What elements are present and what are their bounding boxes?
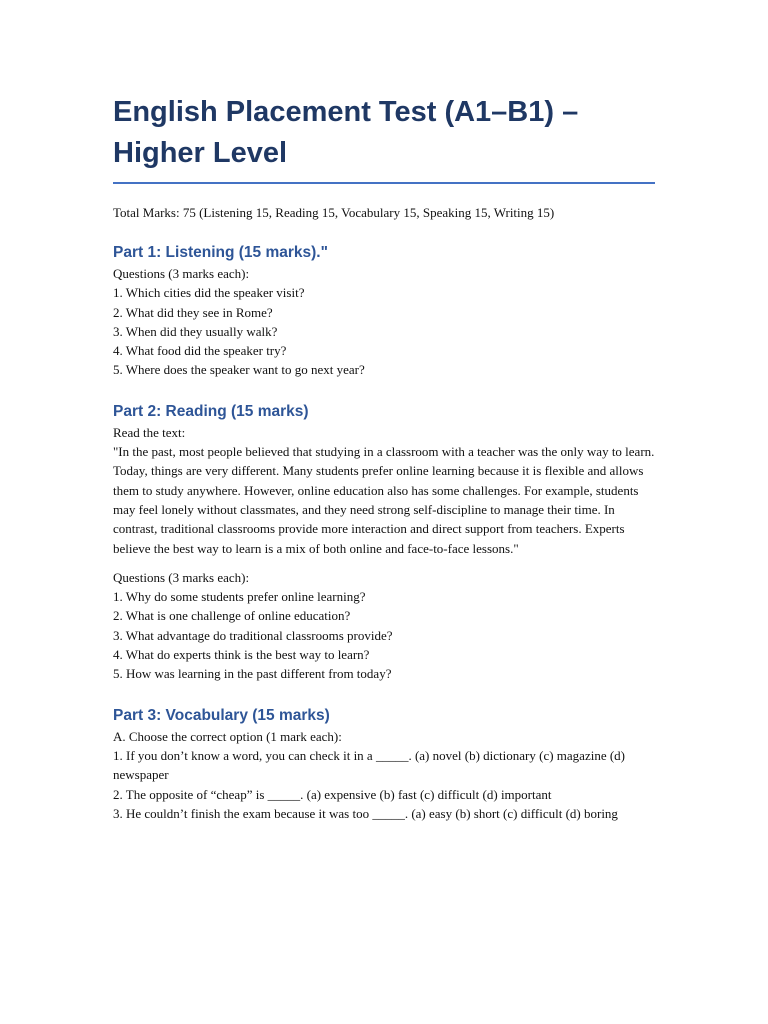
total-marks: Total Marks: 75 (Listening 15, Reading 15, Vocabulary 15, Speaking 15, Writing 15)	[113, 205, 555, 220]
part-2-line: 4. What do experts think is the best way to learn?	[113, 647, 370, 663]
part-1-line: 4. What food did the speaker try?	[113, 343, 287, 359]
part-1-line: 3. When did they usually walk?	[113, 323, 278, 339]
part-2-line: 5. How was learning in the past different from today?	[113, 666, 392, 682]
part-2-line: 1. Why do some students prefer online learning?	[113, 589, 366, 605]
part-1-line: 1. Which cities did the speaker visit?	[113, 285, 305, 301]
part-2-line: 2. What is one challenge of online education?	[113, 608, 351, 624]
part-2-line: 3. What advantage do traditional classrooms provide?	[113, 627, 393, 643]
part-1-line: 5. Where does the speaker want to go next year?	[113, 362, 365, 378]
document-title: English Placement Test (A1–B1) – Higher Level	[113, 92, 655, 184]
part-2-intro: Read the text:	[113, 424, 186, 440]
part-1-line: Questions (3 marks each):	[113, 266, 250, 281]
part-3-vocabulary	[113, 705, 658, 823]
part-2-heading: Part 2: Reading (15 marks)	[113, 402, 309, 420]
part-2-reading	[113, 401, 658, 684]
part-2-line: Questions (3 marks each):	[113, 569, 250, 585]
spacer	[113, 558, 658, 568]
part-1-line: 2. What did they see in Rome?	[113, 304, 273, 320]
document-page	[113, 92, 658, 823]
part-3-line: 1. If you don’t know a word, you can check it in a _____. (a) novel (b) dictionary (c) magazine (d) newspaper	[113, 747, 626, 783]
part-1-listening	[113, 242, 658, 380]
part-3-line: A. Choose the correct option (1 mark each):	[113, 728, 342, 744]
part-3-line: 2. The opposite of “cheap” is _____. (a) expensive (b) fast (c) difficult (d) important	[113, 786, 552, 802]
part-3-heading: Part 3: Vocabulary (15 marks)	[113, 706, 330, 724]
part-1-heading: Part 1: Listening (15 marks)."	[113, 244, 328, 261]
part-3-line: 3. He couldn’t finish the exam because it was too _____. (a) easy (b) short (c) difficult (d) boring	[113, 805, 618, 821]
reading-passage: "In the past, most people believed that studying in a classroom with a teacher was the only way to learn. Today, things are very different. Many students prefer online learning because it is flexible and allows them to study anywhere. However, online education also has some challenges. For example, students may feel lonely without classmates, and they need strong self-discipline to manage their time. In contrast, traditional classrooms provide more interaction and direct support from teachers. Experts believe the best way to learn is a mix of both online and face-to-face lessons."	[113, 444, 655, 556]
